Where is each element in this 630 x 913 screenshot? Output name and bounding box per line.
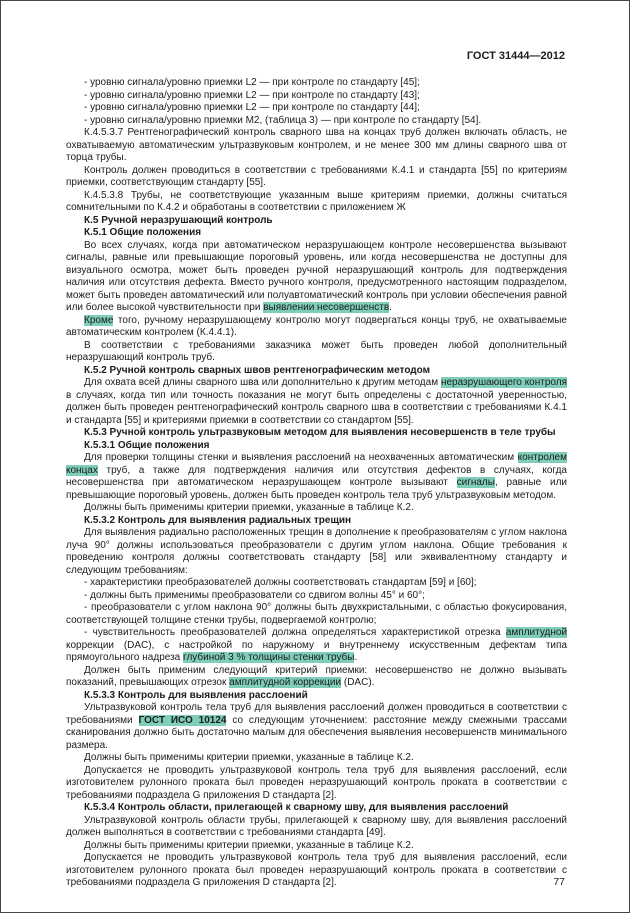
body-paragraph <box>66 377 567 427</box>
text-run: К.5.1 Общие положения <box>84 227 202 238</box>
text-run: В соответствии с требованиями заказчика может быть проведен любой дополнительный неразрушающий контроль труб. <box>66 339 567 363</box>
text-run: К.4.5.3.8 Трубы, не соответствующие указанным выше критериям приемки, должны считаться сомнительными по К.4.2 и обработаны в соответствии с приложением Ж <box>66 189 567 213</box>
text-run: К.4.5.3.7 Рентгенографический контроль сварного шва на концах труб должен включать область, не охватываемую автоматическим ультразвуковым контролем, и не менее 300 мм длины сварного шва от торца трубы. <box>66 127 567 163</box>
body-paragraph <box>66 452 567 502</box>
text-run: коррекции (DAC), с настройкой по наружному и внутреннему искусственным дефектам типа прямоугольного надреза <box>66 639 567 663</box>
body-paragraph <box>66 627 567 665</box>
text-run: Должны быть применимы критерии приемки, указанные в таблице К.2. <box>84 752 414 763</box>
text-run: Должны быть применимы критерии приемки, указанные в таблице К.2. <box>84 839 414 851</box>
text-run: - должны быть применимы преобразователи со сдвигом волны 45° и 60°; <box>84 589 425 601</box>
section-heading <box>66 802 567 815</box>
search-highlight: ГОСТ ИСО 10124 <box>138 714 227 726</box>
text-run: К.5.3.2 Контроль для выявления радиальных трещин <box>84 514 352 526</box>
search-highlight: глубиной 3 % толщины стенки трубы <box>183 652 355 663</box>
text-run: - чувствительность преобразователей должна определяться характеристикой отрезка <box>84 627 506 638</box>
search-highlight: неразрушающего контроля <box>440 377 568 388</box>
text-run: К.5.3.3 Контроль для выявления расслоений <box>84 689 308 701</box>
section-heading <box>66 227 567 240</box>
text-run: в случаях, когда тип или точность показания не могут быть определены с достаточной уверенностью, должен быть проведен рентгенографический контроль сварного шва в соответствии с требованиями К.4.1 и стандарта [55] и критериями приемки в соответствии со стандартом [55]. <box>66 389 567 426</box>
text-run: - характеристики преобразователей должны соответствовать стандартам [59] и [60]; <box>84 577 477 588</box>
text-run: - уровню сигнала/уровню приемки L2 — при контроле по стандарту [45]; <box>84 77 420 88</box>
text-run: К.5.3.1 Общие положения <box>84 439 210 451</box>
search-highlight: амплитудной <box>505 627 567 638</box>
body-paragraph <box>66 315 567 340</box>
body-paragraph <box>66 190 567 215</box>
page-header <box>66 50 565 62</box>
text-run: Для выявления радиально расположенных трещин в дополнение к преобразователям с углом наклона луча 90° должны использоваться преобразователи с другим углом наклона. Общие требования к проведению контроля должны соответствовать стандарту [58] или эквивалентному стандарту и следующим требованиям: <box>66 527 567 576</box>
text-run: со следующим уточнением: расстояние между смежными трассами сканирования должно быть достаточно малым для обеспечения выявления несовершенств минимального размера. <box>66 714 568 751</box>
search-highlight: контролем концах <box>66 452 567 476</box>
text-run: - уровню сигнала/уровню приемки М2, (таблица 3) — при контроле по стандарту [54]. <box>84 114 482 126</box>
body-paragraph <box>66 590 567 603</box>
body-paragraph <box>66 90 567 103</box>
body-paragraph <box>66 577 567 590</box>
body-paragraph <box>66 115 567 128</box>
text-run: К.5.3 Ручной контроль ультразвуковым методом для выявления несовершенств в теле трубы <box>84 427 556 438</box>
body-paragraph <box>66 602 567 627</box>
text-run: (DAC). <box>341 677 375 688</box>
page-number: 77 <box>553 876 565 888</box>
text-run: Ультразвуковой контроль области трубы, прилегающей к сварному шву, для выявления расслоений должен выполняться в соответствии с требованиями стандарта [49]. <box>66 814 567 838</box>
text-run: Для охвата всей длины сварного шва или дополнительно к другим методам <box>84 377 441 388</box>
body-paragraph <box>66 765 567 803</box>
standard-number: ГОСТ 31444—2012 <box>466 50 565 62</box>
body-paragraph <box>66 240 567 315</box>
text-run: Должен быть применим следующий критерий приемки: несовершенство не должно вызывать показаний, превышающих отрезок <box>66 664 567 688</box>
section-heading <box>66 427 567 440</box>
body-paragraph <box>66 840 567 853</box>
text-run: - уровню сигнала/уровню приемки L2 — при контроле по стандарту [44]; <box>84 102 420 113</box>
body-paragraph <box>66 702 567 752</box>
search-highlight: сигналы <box>456 477 495 488</box>
section-heading <box>66 215 567 228</box>
section-heading <box>66 515 567 528</box>
text-run: - уровню сигнала/уровню приемки L2 — при контроле по стандарту [43]; <box>84 89 420 101</box>
body-paragraph <box>66 852 567 890</box>
body-paragraph <box>66 665 567 690</box>
text-run: Допускается не проводить ультразвуковой контроль тела труб для выявления расслоений, если изготовителем рулонного проката был проведен неразрушающий контроль проката в соответствии с требованиями подраздела G приложения D стандарта [2]. <box>66 852 567 888</box>
text-run: Во всех случаях, когда при автоматическом неразрушающем контроле несовершенства вызывают сигналы, равные или превышающие пороговый уровень, или когда несовершенства не доступны для визуального осмотра, может быть проведен ручной неразрушающий контроль для подтверждения наличия или отсутствия дефекта. Вместо ручного контроля, предусмотренного настоящим подразделом, может быть проведен автоматический или полуавтоматический контроль при условии обеспечения равной или более высокой чувствительности при <box>66 239 567 313</box>
search-highlight: выявлении несовершенств <box>263 302 390 313</box>
text-run: Допускается не проводить ультразвуковой контроль тела труб для выявления расслоений, если изготовителем рулонного проката был проведен неразрушающий контроль проката в соответствии с требованиями подраздела G приложения D стандарта [2]. <box>66 764 567 801</box>
body-paragraph <box>66 527 567 577</box>
text-run: Ультразвуковой контроль тела труб для выявления расслоений должен проводиться в соответствии с требованиями <box>66 702 567 726</box>
body-paragraph <box>66 752 567 765</box>
text-run: Контроль должен проводиться в соответствии с требованиями К.4.1 и стандарта [55] по критериям приемки, соответствующим стандарту [55]. <box>66 164 567 188</box>
section-heading <box>66 690 567 703</box>
document-content <box>66 77 567 890</box>
text-run: того, ручному неразрушающему контролю могут подвергаться концы труб, не охватываемые автоматическим контролем (К.4.4.1). <box>66 314 567 338</box>
body-paragraph <box>66 77 567 90</box>
section-heading <box>66 440 567 453</box>
body-paragraph <box>66 340 567 365</box>
body-paragraph <box>66 815 567 840</box>
text-run: Для проверки толщины стенки и выявления расслоений на неохваченных автоматическим <box>84 452 518 463</box>
text-run: - преобразователи с углом наклона 90° должны быть двухкристальными, с областью фокусирования, соответствующей толщине стенки трубы, подвергаемой контролю; <box>66 602 567 626</box>
text-run: . <box>389 302 392 313</box>
page-footer <box>553 876 565 888</box>
body-paragraph <box>66 102 567 115</box>
text-run: . <box>354 652 358 663</box>
text-run: труб, а также для подтверждения наличия или отсутствия дефектов в случаях, когда несовершенства при автоматическом неразрушающем контроле вызывают <box>66 464 567 488</box>
body-paragraph <box>66 502 567 515</box>
text-run: К.5.2 Ручной контроль сварных швов рентгенографическим методом <box>84 364 431 376</box>
text-run: , равные или превышающие пороговый уровень, должен быть проведен контроль тела труб ультразвуковым методом. <box>66 477 567 501</box>
body-paragraph <box>66 165 567 190</box>
text-run: Должны быть применимы критерии приемки, указанные в таблице К.2. <box>84 502 414 513</box>
text-run: К.5 Ручной неразрушающий контроль <box>84 214 273 226</box>
search-highlight: амплитудной коррекции <box>229 677 342 688</box>
body-paragraph <box>66 127 567 165</box>
text-run: К.5.3.4 Контроль области, прилегающей к сварному шву, для выявления расслоений <box>84 802 509 813</box>
section-heading <box>66 365 567 378</box>
search-highlight: Кроме <box>84 314 114 326</box>
